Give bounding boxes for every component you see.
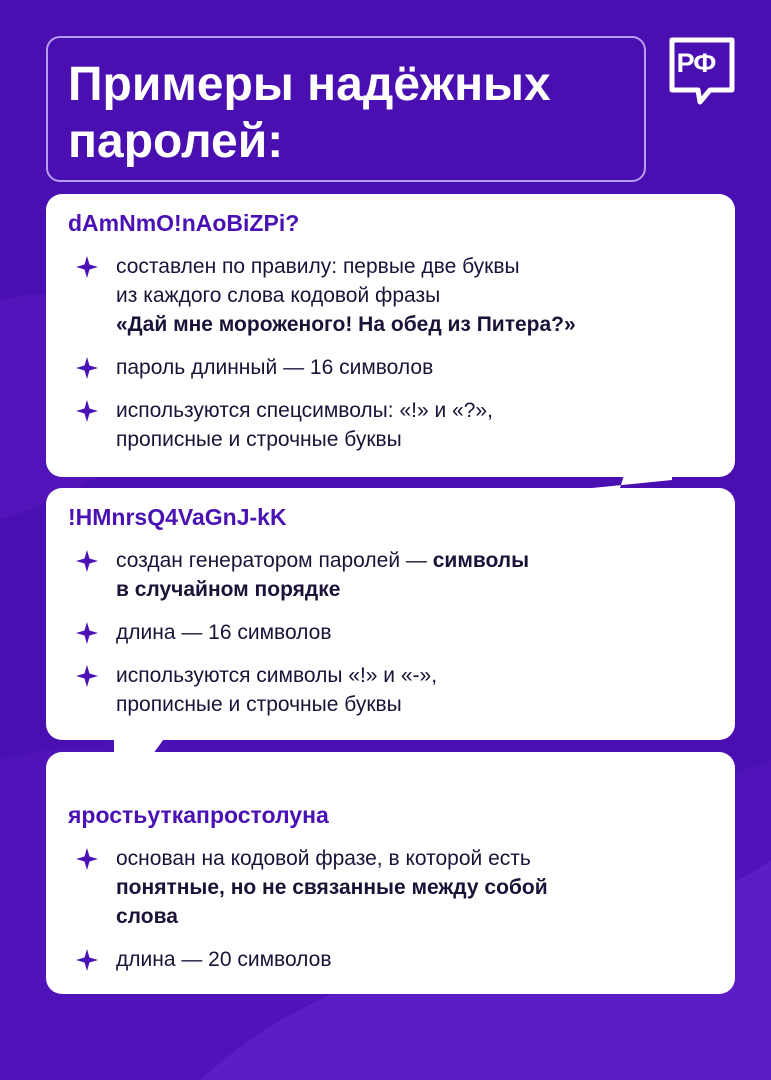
star-bullet-icon [76, 256, 98, 278]
list-item [68, 618, 735, 647]
title-line-1: Примеры надёжных [68, 58, 551, 111]
star-bullet-icon [76, 848, 98, 870]
list-item-line: прописные и строчные буквы [116, 428, 402, 451]
logo-text: РФ [676, 48, 716, 78]
password-example: !HMnrsQ4VaGnJ-kK [68, 504, 287, 530]
password-card-1 [46, 194, 735, 477]
list-item [68, 546, 735, 604]
list-item [68, 844, 735, 931]
list-item-line: прописные и строчные буквы [116, 693, 402, 716]
list-item-line: из каждого слова кодовой фразы [116, 284, 441, 307]
list-item [68, 945, 735, 974]
page-title [46, 36, 646, 182]
star-bullet-icon [76, 622, 98, 644]
list-item-emphasis: слова [116, 905, 178, 928]
star-bullet-icon [76, 400, 98, 422]
password-example: dAmNmO!nAoBiZPi? [68, 210, 300, 236]
password-card-2 [46, 488, 735, 740]
star-bullet-icon [76, 357, 98, 379]
list-item-line: составлен по правилу: первые две буквы [116, 255, 520, 278]
star-bullet-icon [76, 949, 98, 971]
list-item [68, 661, 735, 719]
star-bullet-icon [76, 550, 98, 572]
title-line-2: паролей: [68, 115, 284, 168]
list-item-line: пароль длинный — 16 символов [116, 356, 434, 379]
list-item-emphasis: символы [432, 549, 530, 572]
star-bullet-icon [76, 665, 98, 687]
list-item-line: длина — 16 символов [116, 621, 332, 644]
list-item-text: создан генератором паролей — [116, 549, 433, 572]
list-item-line: используются символы «!» и «-», [116, 664, 438, 687]
list-item-emphasis: понятные, но не связанные между собой [116, 876, 548, 899]
list-item-line: используются спецсимволы: «!» и «?», [116, 399, 493, 422]
list-item-emphasis: в случайном порядке [116, 578, 341, 601]
code-phrase: «Дай мне мороженого! На обед из Питера?» [116, 313, 576, 336]
list-item-line: длина — 20 символов [116, 948, 332, 971]
list-item [68, 353, 735, 382]
list-item [68, 252, 735, 339]
list-item-line: основан на кодовой фразе, в которой есть [116, 847, 531, 870]
list-item-line [116, 546, 735, 575]
password-card-3 [46, 752, 735, 994]
list-item [68, 396, 735, 454]
password-example: яростьуткапростолуна [68, 802, 329, 828]
